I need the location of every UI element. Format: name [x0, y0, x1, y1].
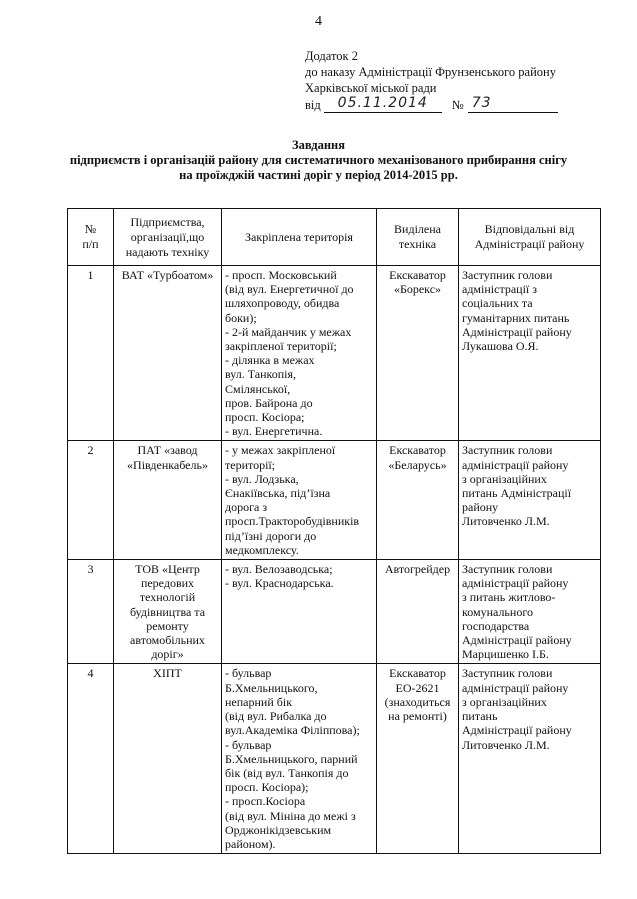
- handwritten-date: 05.11.2014: [324, 96, 442, 113]
- page-number: 4: [315, 14, 322, 29]
- row-territory: - у межах закріпленої території; - вул. Лодзька, Єнакіївська, під’їзна дорога з просп.Тракторобудівників під’їзні дороги до медкомплексу.: [222, 441, 377, 560]
- table-row: [68, 664, 601, 854]
- row-number: 4: [68, 664, 114, 854]
- row-responsible: Заступник голови адміністрації з соціальних та гуманітарних питань Адміністрації району Лукашова О.Я.: [459, 266, 601, 441]
- row-responsible: Заступник голови адміністрації району з організаційних питань Адміністрації району Литовченко Л.М.: [459, 664, 601, 854]
- row-organization: ТОВ «Центр передових технологій будівництва та ремонту автомобільних доріг»: [114, 560, 222, 664]
- row-responsible: Заступник голови адміністрації району з організаційних питань Адміністрації району Литовченко Л.М.: [459, 441, 601, 560]
- table-row: [68, 560, 601, 664]
- document-heading: [0, 138, 637, 183]
- row-responsible: Заступник голови адміністрації району з питань житлово- комунального господарства Адміністрації району Марцишенко І.Б.: [459, 560, 601, 664]
- number-label: №: [451, 98, 464, 112]
- header-responsible: Відповідальні від Адміністрації району: [459, 209, 601, 266]
- row-equipment: Екскаватор «Борекс»: [377, 266, 459, 441]
- row-organization: ХІПТ: [114, 664, 222, 854]
- row-number: 2: [68, 441, 114, 560]
- row-equipment: Екскаватор «Беларусь»: [377, 441, 459, 560]
- header-equipment: Виділена техніка: [377, 209, 459, 266]
- table-row: [68, 441, 601, 560]
- assignments-table: [67, 208, 601, 854]
- annex-order-reference: до наказу Адміністрації Фрунзенського району: [305, 65, 556, 79]
- row-territory: - вул. Велозаводська; - вул. Краснодарська.: [222, 560, 377, 664]
- row-number: 3: [68, 560, 114, 664]
- table-row: [68, 266, 601, 441]
- row-number: 1: [68, 266, 114, 441]
- header-enterprises: Підприємства, організації,що надають техніку: [114, 209, 222, 266]
- annex-council: Харківської міської ради: [305, 81, 437, 95]
- annex-title: Додаток 2: [305, 49, 358, 63]
- header-territory: Закріплена територія: [222, 209, 377, 266]
- row-organization: ВАТ «Турбоатом»: [114, 266, 222, 441]
- heading-line2: підприємств і організацій району для систематичного механізованого прибирання снігу: [69, 153, 568, 167]
- heading-title: Завдання: [291, 138, 346, 152]
- handwritten-number: 73: [468, 96, 558, 113]
- header-number: № п/п: [68, 209, 114, 266]
- annex-block: [305, 48, 605, 113]
- annex-date-number-row: [305, 96, 605, 113]
- row-equipment: Автогрейдер: [377, 560, 459, 664]
- row-organization: ПАТ «завод «Південкабель»: [114, 441, 222, 560]
- date-prefix: від: [305, 98, 321, 112]
- row-equipment: Екскаватор ЕО-2621 (знаходиться на ремонті): [377, 664, 459, 854]
- row-territory: - просп. Московський (від вул. Енергетичної до шляхопроводу, обидва боки); - 2-й майданчик у межах закріпленої території; - ділянка в межах вул. Танкопія, Смілянської, пров. Байрона до просп. Косіора; - вул. Енергетична.: [222, 266, 377, 441]
- heading-line3: на проїжджій частині доріг у період 2014-2015 рр.: [179, 168, 458, 182]
- table-header-row: [68, 209, 601, 266]
- row-territory: - бульвар Б.Хмельницького, непарний бік (від вул. Рибалка до вул.Академіка Філіппова); - бульвар Б.Хмельницького, парний бік (від вул. Танкопія до просп. Косіора); - просп.Косіора (від вул. Мініна до межі з Орджонікідзевським районом).: [222, 664, 377, 854]
